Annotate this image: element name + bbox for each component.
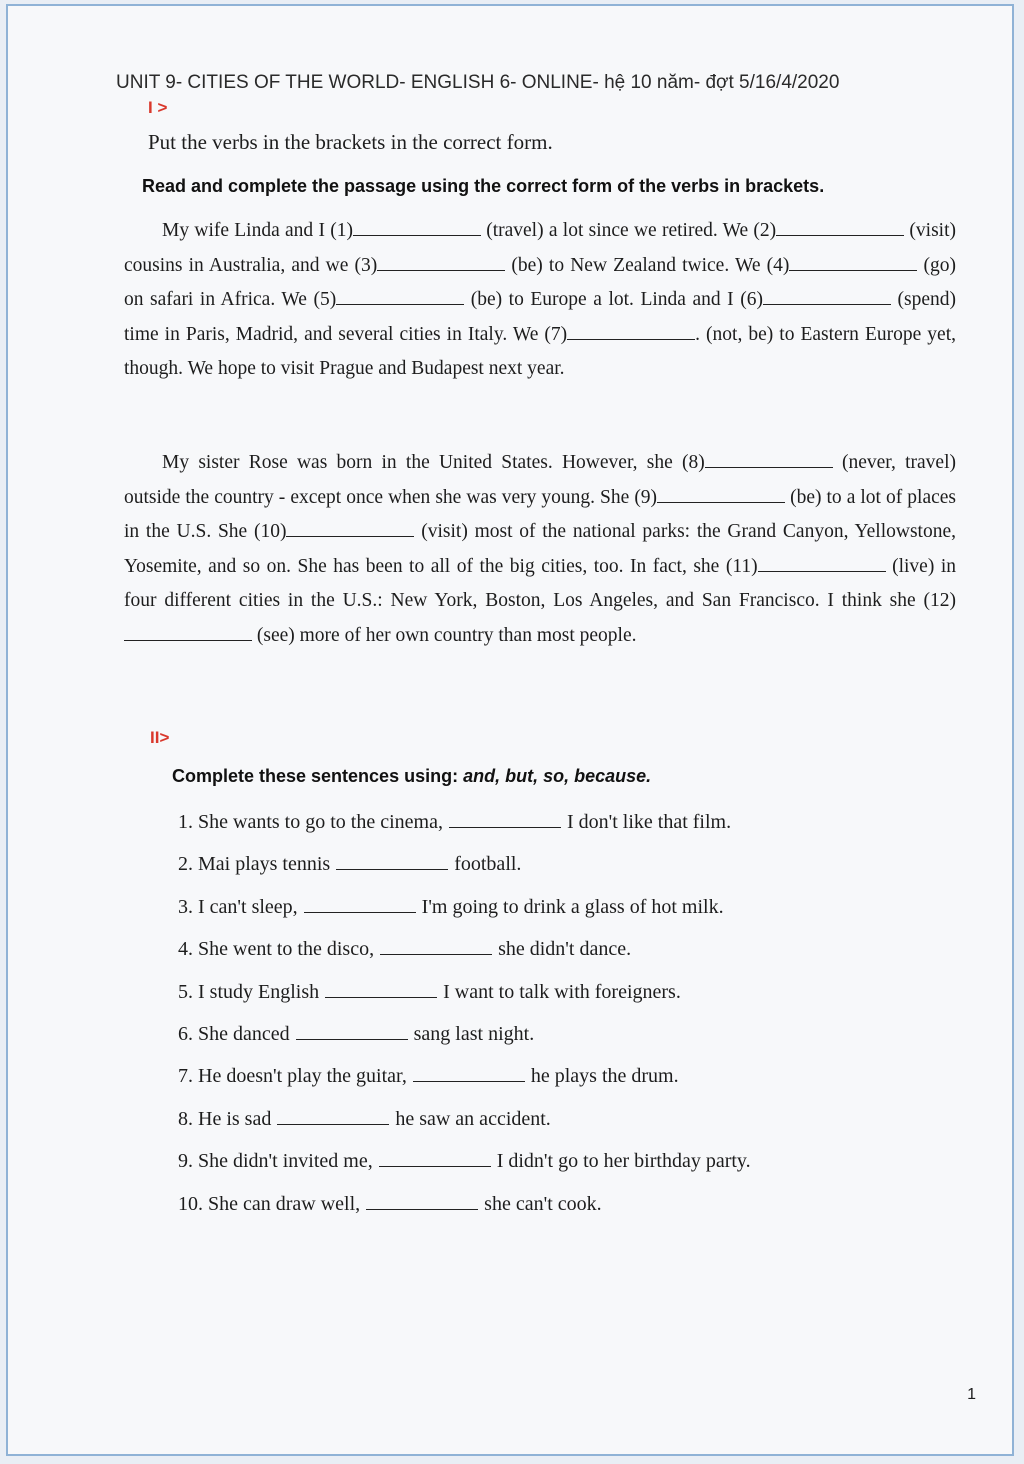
item-text-after: I want to talk with foreigners. <box>443 980 681 1003</box>
item-number: 2. <box>178 853 193 876</box>
passage-text: (be) to New Zealand twice. We (4) <box>505 254 790 276</box>
answer-blank[interactable] <box>379 1148 491 1167</box>
section-2-marker: II> <box>150 728 170 747</box>
item-text-after: I don't like that film. <box>566 811 732 833</box>
answer-blank-7[interactable] <box>567 321 695 340</box>
item-text-before: I study English <box>198 980 320 1003</box>
list-item <box>178 1060 751 1102</box>
passage-text: (see) more of her own country than most people. <box>252 624 637 646</box>
item-text-after: he saw an accident. <box>395 1107 551 1130</box>
item-number: 6. <box>178 1022 193 1045</box>
item-text-before: She went to the disco, <box>198 938 375 961</box>
passage-paragraph-2 <box>124 446 956 653</box>
passage-text: (go) on safari in Africa. We (5) <box>124 254 956 310</box>
list-item <box>178 848 751 890</box>
answer-blank[interactable] <box>413 1063 525 1082</box>
passage-text: (never, travel) outside the country - except once when she was very young. She (9) <box>124 452 956 508</box>
item-number: 8. <box>178 1107 193 1130</box>
list-item <box>178 1145 751 1187</box>
passage-text: (visit) cousins in Australia, and we (3) <box>124 220 957 276</box>
passage-text: (be) to Europe a lot. Linda and I (6) <box>464 289 763 310</box>
answer-blank-3[interactable] <box>377 252 505 271</box>
answer-blank[interactable] <box>366 1191 478 1210</box>
answer-blank[interactable] <box>325 979 437 998</box>
page-header: UNIT 9- CITIES OF THE WORLD- ENGLISH 6- ONLINE- hệ 10 năm- đợt 5/16/4/2020 <box>116 72 840 93</box>
passage-text: (live) in four different cities in the U.S.: New York, Boston, Los Angeles, and San Francisco. I think she (12) <box>124 555 957 611</box>
item-text-after: football. <box>454 853 522 876</box>
item-number: 1. <box>178 811 193 833</box>
answer-blank-1[interactable] <box>353 217 481 236</box>
item-text-after: I didn't go to her birthday party. <box>496 1150 751 1173</box>
passage-text: (spend) time in Paris, Madrid, and several cities in Italy. We (7) <box>124 289 956 345</box>
answer-blank-2[interactable] <box>776 217 904 236</box>
item-number: 10. <box>178 1192 203 1215</box>
item-text-before: Mai plays tennis <box>198 853 331 876</box>
answer-blank-9[interactable] <box>657 484 785 503</box>
passage-text: My sister Rose was born in the United States. However, she (8) <box>162 452 705 473</box>
section-1-instruction: Put the verbs in the brackets in the correct form. <box>148 130 553 154</box>
list-item <box>178 806 751 848</box>
item-text-before: She didn't invited me, <box>198 1150 373 1173</box>
answer-blank[interactable] <box>380 936 492 955</box>
item-text-before: She danced <box>198 1022 290 1045</box>
item-text-before: I can't sleep, <box>198 895 298 918</box>
item-text-after: she can't cook. <box>484 1192 602 1215</box>
list-item <box>178 1188 751 1230</box>
passage-text: (be) to a lot of places in the U.S. She (10) <box>124 486 956 542</box>
item-number: 4. <box>178 938 193 961</box>
answer-blank-12[interactable] <box>124 622 252 641</box>
instruction-prefix: Complete these sentences using: <box>172 766 464 786</box>
answer-blank-8[interactable] <box>705 449 833 468</box>
item-number: 7. <box>178 1065 193 1088</box>
list-item <box>178 1018 751 1060</box>
page-number: 1 <box>967 1386 976 1403</box>
worksheet-page <box>6 4 1014 1456</box>
item-text-before: He is sad <box>198 1107 272 1130</box>
answer-blank-4[interactable] <box>789 252 917 271</box>
answer-blank-10[interactable] <box>286 518 414 537</box>
passage-text: . (not, be) to Eastern Europe yet, though. We hope to visit Prague and Budapest next year. <box>124 323 956 379</box>
section-2-instruction <box>172 766 651 787</box>
answer-blank[interactable] <box>277 1106 389 1125</box>
answer-blank-5[interactable] <box>336 286 464 305</box>
item-text-after: I'm going to drink a glass of hot milk. <box>421 895 724 918</box>
passage-text: My wife Linda and I (1) <box>162 220 353 241</box>
item-text-before: She can draw well, <box>208 1192 361 1215</box>
list-item <box>178 933 751 975</box>
answer-blank-6[interactable] <box>763 286 891 305</box>
passage-paragraph-1 <box>124 214 956 387</box>
answer-blank-11[interactable] <box>758 553 886 572</box>
answer-blank[interactable] <box>449 809 561 828</box>
list-item <box>178 891 751 933</box>
passage-text: (travel) a lot since we retired. We (2) <box>480 220 777 241</box>
item-text-after: sang last night. <box>413 1022 535 1045</box>
instruction-words: and, but, so, because. <box>463 766 652 786</box>
item-number: 3. <box>178 895 193 918</box>
item-text-before: He doesn't play the guitar, <box>198 1065 407 1088</box>
list-item <box>178 1103 751 1145</box>
answer-blank[interactable] <box>296 1021 408 1040</box>
answer-blank[interactable] <box>336 851 448 870</box>
sentence-list <box>178 806 751 1230</box>
item-number: 5. <box>178 980 193 1003</box>
item-text-after: he plays the drum. <box>530 1065 679 1088</box>
answer-blank[interactable] <box>304 894 416 913</box>
section-1-marker: I > <box>148 98 168 117</box>
section-1-bold-instruction: Read and complete the passage using the correct form of the verbs in brackets. <box>142 176 825 196</box>
item-text-before: She wants to go to the cinema, <box>198 811 443 833</box>
item-text-after: she didn't dance. <box>498 938 632 961</box>
item-number: 9. <box>178 1150 193 1173</box>
list-item <box>178 976 751 1018</box>
passage-text: (visit) most of the national parks: the Grand Canyon, Yellowstone, Yosemite, and so on. She has been to all of the big cities, too. In fact, she (11) <box>124 521 956 577</box>
